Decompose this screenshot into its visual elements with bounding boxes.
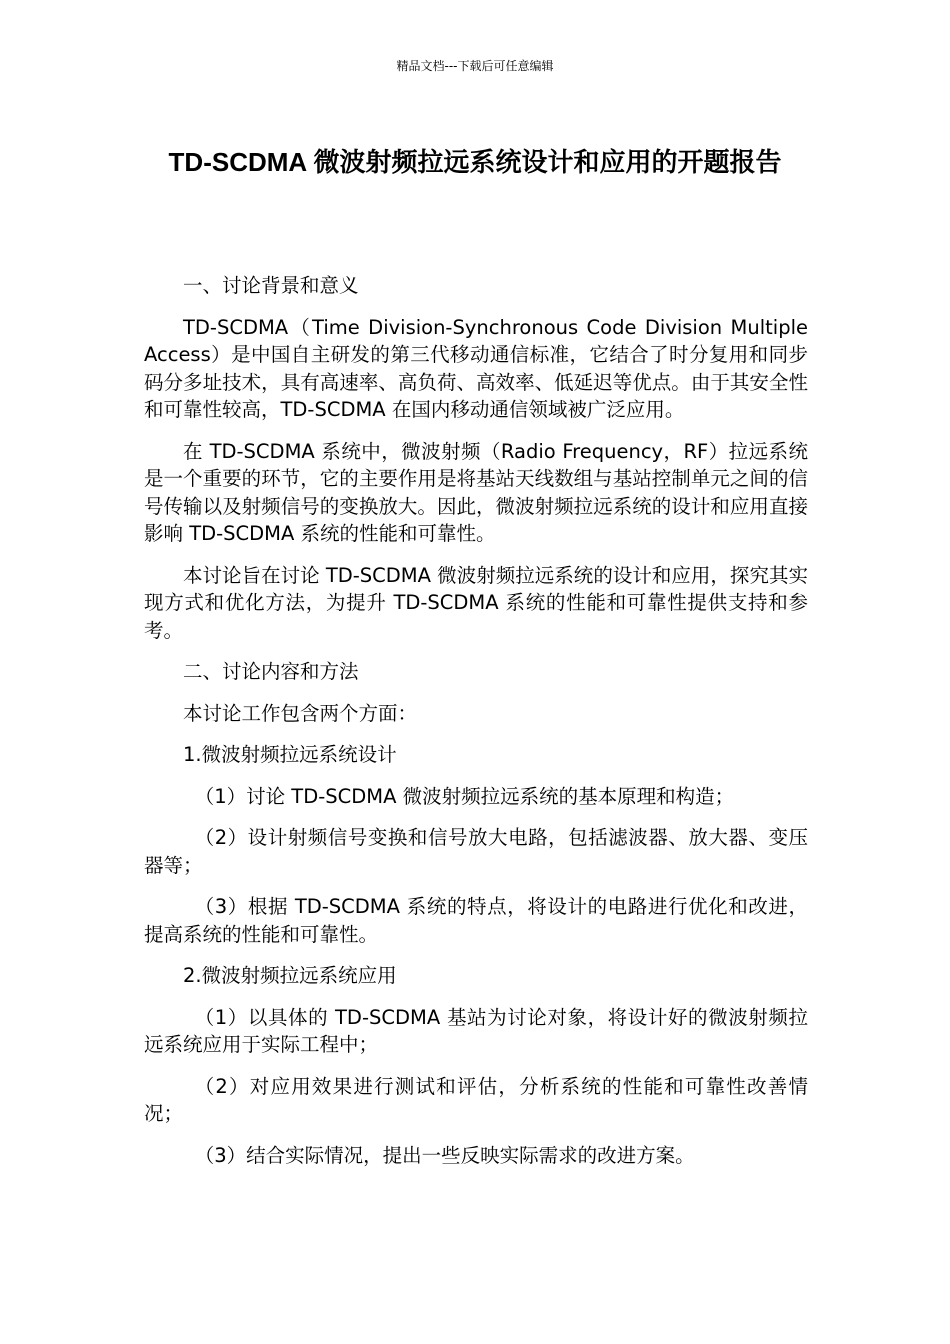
list-item: （3）结合实际情况，提出一些反映实际需求的改进方案。 <box>194 1143 695 1167</box>
list-item: （1）以具体的 TD-SCDMA 基站为讨论对象，将设计好的微波射频拉远系统应用于实际工程中； <box>144 1005 808 1056</box>
subsection-title-application: 2.微波射频拉远系统应用 <box>183 964 397 987</box>
paragraph-td-scdma-intro: TD-SCDMA（Time Division-Synchronous Code Division Multiple Access）是中国自主研发的第三代移动通信标准，它结合了时分复用和同步码分多址技术，具有高速率、高负荷、高效率、低延迟等优点。由于其安全性和可靠性较高，TD-SCDMA 在国内移动通信领域被广泛应用。 <box>144 315 808 421</box>
page-header-note: 精品文档---下载后可任意编辑 <box>396 59 554 73</box>
document-body <box>144 272 808 1183</box>
paragraph-research-purpose: 本讨论旨在讨论 TD-SCDMA 微波射频拉远系统的设计和应用，探究其实现方式和优化方法，为提升 TD-SCDMA 系统的性能和可靠性提供支持和参考。 <box>144 563 808 642</box>
list-item: （1）讨论 TD-SCDMA 微波射频拉远系统的基本原理和构造； <box>194 784 735 808</box>
section-heading-background: 一、讨论背景和意义 <box>183 274 359 297</box>
document-title: TD-SCDMA 微波射频拉远系统设计和应用的开题报告 <box>168 147 782 177</box>
list-item: （2）设计射频信号变换和信号放大电路，包括滤波器、放大器、变压器等； <box>144 826 808 877</box>
list-item: （3）根据 TD-SCDMA 系统的特点，将设计的电路进行优化和改进，提高系统的性能和可靠性。 <box>144 895 808 946</box>
subsection-title-design: 1.微波射频拉远系统设计 <box>183 743 397 766</box>
section-heading-content-method: 二、讨论内容和方法 <box>183 660 359 683</box>
paragraph-rf-system-role: 在 TD-SCDMA 系统中，微波射频（Radio Frequency，RF）拉远系统是一个重要的环节，它的主要作用是将基站天线数组与基站控制单元之间的信号传输以及射频信号的变换放大。因此，微波射频拉远系统的设计和应用直接影响 TD-SCDMA 系统的性能和可靠性。 <box>144 439 808 545</box>
paragraph-work-intro: 本讨论工作包含两个方面： <box>183 701 418 725</box>
list-item: （2）对应用效果进行测试和评估，分析系统的性能和可靠性改善情况； <box>144 1074 808 1125</box>
